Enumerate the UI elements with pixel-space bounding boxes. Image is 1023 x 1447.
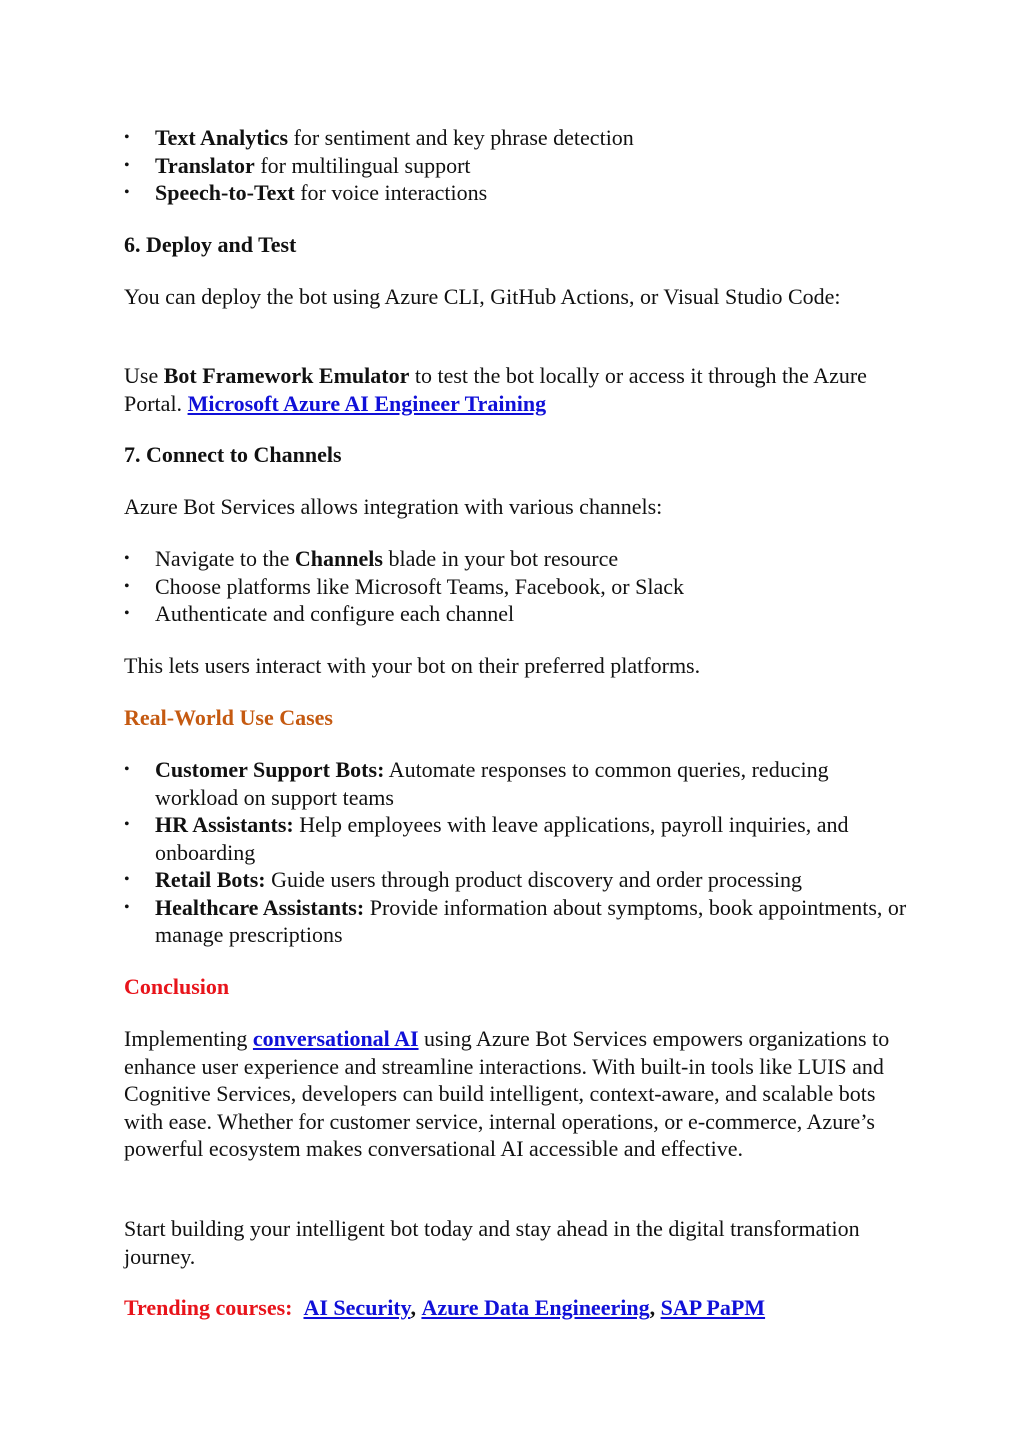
conclusion-paragraph: Implementing conversational AI using Azure Bot Services empowers organizations to enhance user experience and streamline interactions. With built-in tools like LUIS and Cognitive Services, developers can build intelligent, context-aware, and scalable bots with ease. Whether for customer service, internal operations, or e-commerce, Azure’s powerful ecosystem makes conversational AI accessible and effective. xyxy=(124,1026,890,1161)
deploy-paragraph: You can deploy the bot using Azure CLI, GitHub Actions, or Visual Studio Code: xyxy=(124,284,841,309)
trending-courses: Trending courses: AI Security, Azure Data Engineering, SAP PaPM xyxy=(124,1295,766,1320)
channels-list xyxy=(124,545,914,628)
ai-security-link[interactable]: AI Security xyxy=(303,1295,411,1320)
sap-papm-link[interactable]: SAP PaPM xyxy=(660,1295,766,1320)
list-item: • Text Analytics for sentiment and key phrase detection xyxy=(124,124,914,152)
list-item: • Retail Bots: Guide users through product discovery and order processing xyxy=(124,866,914,894)
list-item: • Speech-to-Text for voice interactions xyxy=(124,179,914,207)
list-item: • Customer Support Bots: Automate responses to common queries, reducing workload on support teams xyxy=(124,756,914,811)
list-item: • Navigate to the Channels blade in your bot resource xyxy=(124,545,914,573)
channels-intro: Azure Bot Services allows integration with various channels: xyxy=(124,494,663,519)
closing-paragraph: Start building your intelligent bot today and stay ahead in the digital transformation journey. xyxy=(124,1216,860,1269)
list-item: • Authenticate and configure each channel xyxy=(124,600,914,628)
list-item: • Healthcare Assistants: Provide information about symptoms, book appointments, or manage prescriptions xyxy=(124,894,914,949)
section-heading-deploy: 6. Deploy and Test xyxy=(124,232,297,257)
azure-data-engineering-link[interactable]: Azure Data Engineering xyxy=(421,1295,650,1320)
conversational-ai-link[interactable]: conversational AI xyxy=(252,1026,419,1051)
azure-ai-engineer-training-link[interactable]: Microsoft Azure AI Engineer Training xyxy=(187,390,547,416)
list-item: • HR Assistants: Help employees with leave applications, payroll inquiries, and onboarding xyxy=(124,811,914,866)
list-item: • Choose platforms like Microsoft Teams, Facebook, or Slack xyxy=(124,573,914,601)
use-cases-list xyxy=(124,756,914,949)
conclusion-heading: Conclusion xyxy=(124,974,230,999)
channels-outro: This lets users interact with your bot on their preferred platforms. xyxy=(124,653,701,678)
features-list xyxy=(124,124,914,207)
list-item: • Translator for multilingual support xyxy=(124,152,914,180)
use-cases-heading: Real-World Use Cases xyxy=(124,705,333,730)
section-heading-channels: 7. Connect to Channels xyxy=(124,442,342,467)
emulator-paragraph: Use Bot Framework Emulator to test the bot locally or access it through the Azure Portal. Microsoft Azure AI Engineer Training xyxy=(124,363,867,416)
trending-courses-label: Trending courses: xyxy=(124,1295,293,1320)
